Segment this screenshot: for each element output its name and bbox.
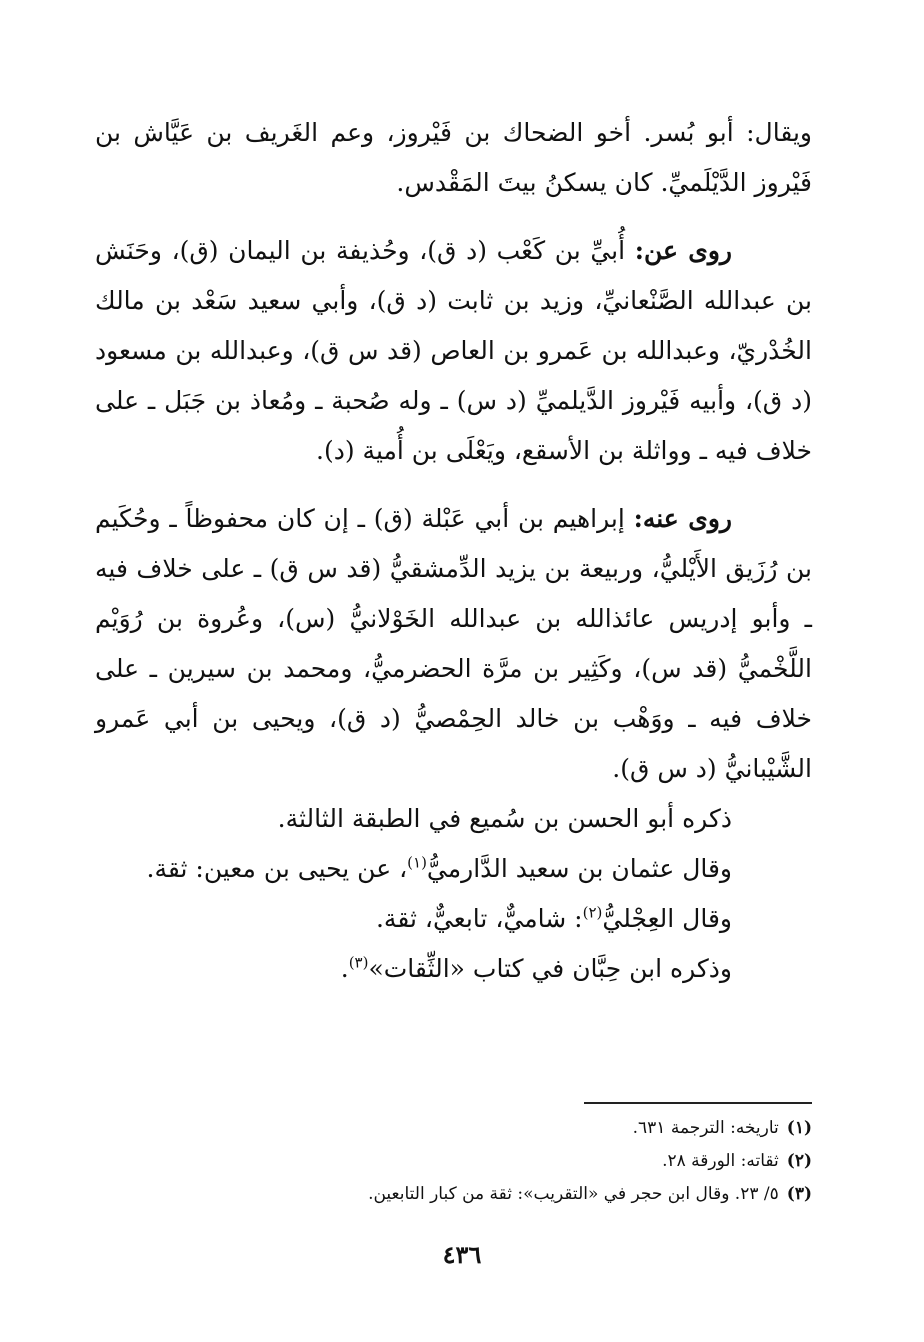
narrated-from-label: روى عن: [634, 236, 733, 265]
footnote-ref-3[interactable]: (٣) [348, 953, 369, 972]
footnote-text: تاريخه: الترجمة ٦٣١. [632, 1118, 779, 1138]
paragraph-ibn-hibban [95, 944, 812, 994]
ijli-text-end: : شاميٌّ، تابعيٌّ، ثقة. [375, 904, 583, 933]
footnote-1 [95, 1112, 812, 1145]
footnotes [95, 1112, 812, 1211]
page-number: ٤٣٦ [442, 1240, 482, 1269]
footnote-number: (٣) [786, 1184, 812, 1204]
page-body [95, 108, 812, 994]
footnote-2 [95, 1145, 812, 1178]
ibn-hibban-text-end: . [340, 954, 349, 983]
ijli-text: وقال العِجْليُّ [602, 904, 732, 933]
footnote-3 [95, 1178, 812, 1211]
ibn-hibban-text: وذكره ابن حِبَّان في كتاب «الثِّقات» [368, 954, 732, 983]
footnote-ref-2[interactable]: (٢) [582, 903, 603, 922]
footnote-divider [584, 1102, 812, 1104]
footnote-text: ثقاته: الورقة ٢٨. [662, 1151, 779, 1171]
paragraph-narrated-from [95, 226, 812, 476]
paragraph-darimi [95, 844, 812, 894]
footnote-number: (٢) [786, 1151, 812, 1171]
paragraph-intro: ويقال: أبو بُسر. أخو الضحاك بن فَيْروز، وعم الغَريف بن عَيَّاش بن فَيْروز الدَّيْلَميِّ. كان يسكنُ بيتَ المَقْدس. [95, 118, 812, 197]
footnote-number: (١) [786, 1118, 812, 1138]
darimi-text-end: ، عن يحيى بن معين: ثقة. [146, 854, 408, 883]
footnote-ref-1[interactable]: (١) [407, 853, 427, 872]
footnote-text: ٥/ ٢٣. وقال ابن حجر في «التقريب»: ثقة من كبار التابعين. [368, 1184, 779, 1204]
narrated-by-text: إبراهيم بن أبي عَبْلة (ق) ـ إن كان محفوظاً ـ وحُكَيم بن رُزَيق الأَيْليُّ، وربيعة بن يزيد الدِّمشقيُّ (قد س ق) ـ على خلاف فيه ـ وأبو إدريس عائذالله بن عبدالله الخَوْلانيُّ (س)، وعُروة بن رُوَيْم اللَّخْميُّ (قد س)، وكَثِير بن مرَّة الحضرميُّ، ومحمد بن سيرين ـ على خلاف فيه ـ ووَهْب بن خالد الحِمْصيُّ (د ق)، ويحيى بن أبي عَمرو الشَّيْبانيُّ (د س ق). [95, 504, 812, 783]
paragraph-ijli [95, 894, 812, 944]
darimi-text: وقال عثمان بن سعيد الدَّارميُّ [426, 854, 732, 883]
narrated-from-text: أُبيِّ بن كَعْب (د ق)، وحُذيفة بن اليمان (ق)، وحَنَش بن عبدالله الصَّنْعانيِّ، وزيد بن ثابت (د ق)، وأبي سعيد سَعْد بن مالك الخُدْريّ، وعبدالله بن عَمرو بن العاص (قد س ق)، وعبدالله بن مسعود (د ق)، وأبيه فَيْروز الدَّيلميِّ (د س) ـ وله صُحبة ـ ومُعاذ بن جَبَل ـ على خلاف فيه ـ وواثلة بن الأسقع، ويَعْلَى بن أُمية (د). [95, 236, 812, 465]
narrated-by-label: روى عنه: [633, 504, 732, 533]
paragraph-narrated-by [95, 494, 812, 794]
paragraph-tabaqa: ذكره أبو الحسن بن سُميع في الطبقة الثالثة. [277, 804, 732, 833]
